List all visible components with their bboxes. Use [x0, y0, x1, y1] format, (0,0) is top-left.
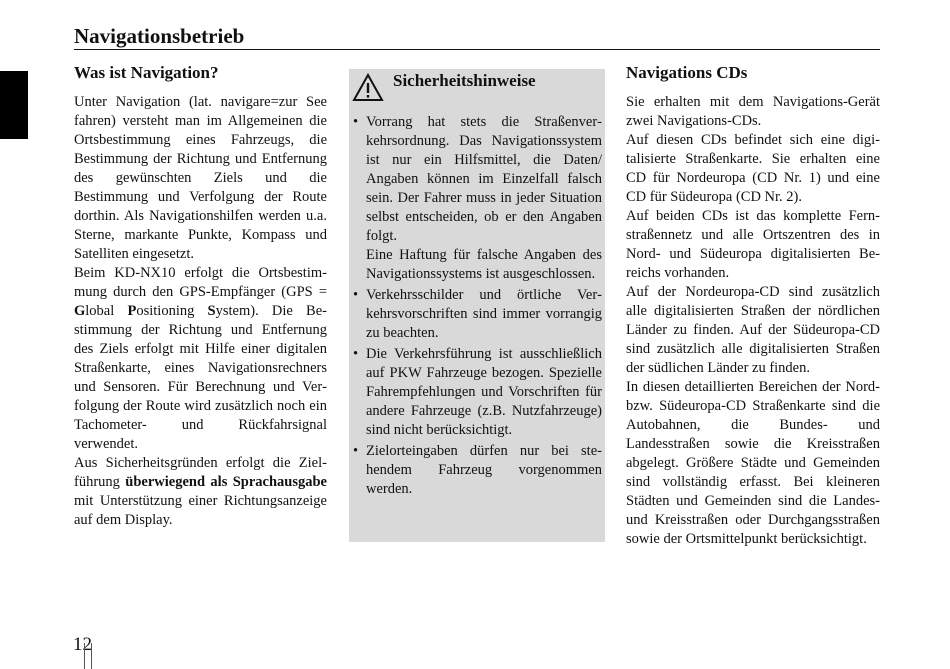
text-run: ystem). Die Bestimmung der Richtung und Entfernung des Ziels erfolgt mit Hilfe einer digitalen Straßenkarte, eines Navigationsrechners und Sensoren. Für Berechnung und Verfolgung der Route wird zusätzlich noch ein Tachometer- und Rückfahrsignal verwendet.: [74, 303, 327, 452]
bold-voice-output: überwiegend als Sprachausgabe: [125, 474, 327, 490]
right-column: [626, 62, 880, 549]
list-item: [349, 345, 602, 440]
chapter-edge-tab: [0, 71, 28, 139]
list-item-text: • Zielorteingaben dürfen nur bei stehendem Fahrzeug vorgenommen werden.: [366, 443, 602, 497]
list-item-text: • Verkehrsschilder und örtliche Verkehrsvorschriften sind immer vorrangig zu beachten.: [366, 287, 602, 341]
safety-notes-title: Sicherheitshinweise: [393, 71, 536, 90]
section-heading-navigation: Was ist Navigation?: [74, 63, 219, 82]
paragraph-cds-detail: In diesen detaillierten Bereichen der Nord- bzw. Südeuropa-CD Straßenkarte sind die Autobahnen, die Bundes- und Landesstraßen sowie die Kreisstraßen abgelegt. Größere Städte und Gemeinden sind vollständig erfasst. Bei kleineren Städten und Gemeinden sind die Landes- und Kreisstraßen oder Durchgangsstraßen sowie der Ortsmittelpunkt berücksichtigt.: [626, 379, 880, 547]
paragraph-cds-regions: Auf der Nordeuropa-CD sind zusätzlich alle digitalisierten Straßen der nördlichen Länder zu finden. Auf der Südeuropa-CD sind zusätzlich alle digitalisierten Straßen der südlichen Länder zu finden.: [626, 284, 880, 376]
page-title: Navigationsbetrieb: [74, 24, 880, 50]
paragraph-cds-content: Auf diesen CDs befindet sich eine digitalisierte Straßenkarte. Sie erhalten eine CD für Nordeuropa (CD Nr. 1) und eine CD für Südeuropa (CD Nr. 2).: [626, 132, 880, 205]
list-item-text: • Vorrang hat stets die Straßenverkehrsordnung. Das Navigationssystem ist nur ein Hilfsmittel, die Daten/ Angaben können im Einzelfall falsch sein. Der Fahrer muss in jeder Situation selbst entscheiden, ob er den Angaben folgt.: [366, 114, 602, 244]
text-run: Aus Sicherheitsgründen erfolgt die Zielführung: [74, 455, 327, 490]
gps-letter-s: S: [207, 303, 216, 319]
paragraph-cds-intro: Sie erhalten mit dem Navigations-Gerät zwei Navigations-CDs.: [626, 94, 880, 129]
gps-letter-g: G: [74, 303, 86, 319]
text-run: lobal: [85, 303, 128, 319]
section-heading-navigation-cds: Navigations CDs: [626, 63, 748, 82]
list-item: [349, 286, 602, 343]
list-item-text: • Die Verkehrsführung ist ausschließlich auf PKW Fahrzeuge bezogen. Spezielle Fahrempfehlungen und Vorschriften für andere Fahrzeuge (z.B. Nutzfahrzeuge) sind nicht berücksichtigt.: [366, 346, 602, 438]
paragraph-cds-network: Auf beiden CDs ist das komplette Fernstraßennetz und alle Ortszentren des in Nord- und Südeuropa digitalisierten Bereichs vorhanden.: [626, 208, 880, 281]
safety-notes-header: [349, 69, 602, 113]
list-item-text-liability: Eine Haftung für falsche Angaben des Navigationssystems ist ausgeschlossen.: [366, 247, 602, 282]
page-number: 12: [73, 634, 92, 655]
paragraph-navigation-definition: Unter Navigation (lat. navigare=zur See fahren) versteht man im Allgemeinen die Ortsbestimmung eines Fahrzeugs, die Bestimmung der Richtung und Entfernung des gewünschten Ziels und die Bestimmung und Verfolgung der Route dorthin. Als Navigationshilfen werden u.a. Sterne, markante Punkte, Kompass und Satelliten eingesetzt.: [74, 94, 327, 262]
safety-notes-box: [349, 69, 605, 542]
binding-marks: [84, 643, 92, 669]
text-run: ositioning: [136, 303, 208, 319]
paragraph-safety-guidance: [74, 454, 327, 530]
text-run: Beim KD-NX10 erfolgt die Ortsbestimmung durch den GPS-Empfänger (GPS =: [74, 265, 327, 300]
list-item: [349, 442, 602, 499]
text-run: mit Unterstützung einer Richtungsanzeige auf dem Display.: [74, 493, 327, 528]
list-item: [349, 113, 602, 284]
safety-notes-list: [349, 113, 602, 499]
gps-letter-p: P: [127, 303, 137, 319]
left-column: [74, 62, 327, 530]
warning-triangle-icon: [352, 73, 384, 102]
paragraph-kd-nx10: [74, 264, 327, 454]
